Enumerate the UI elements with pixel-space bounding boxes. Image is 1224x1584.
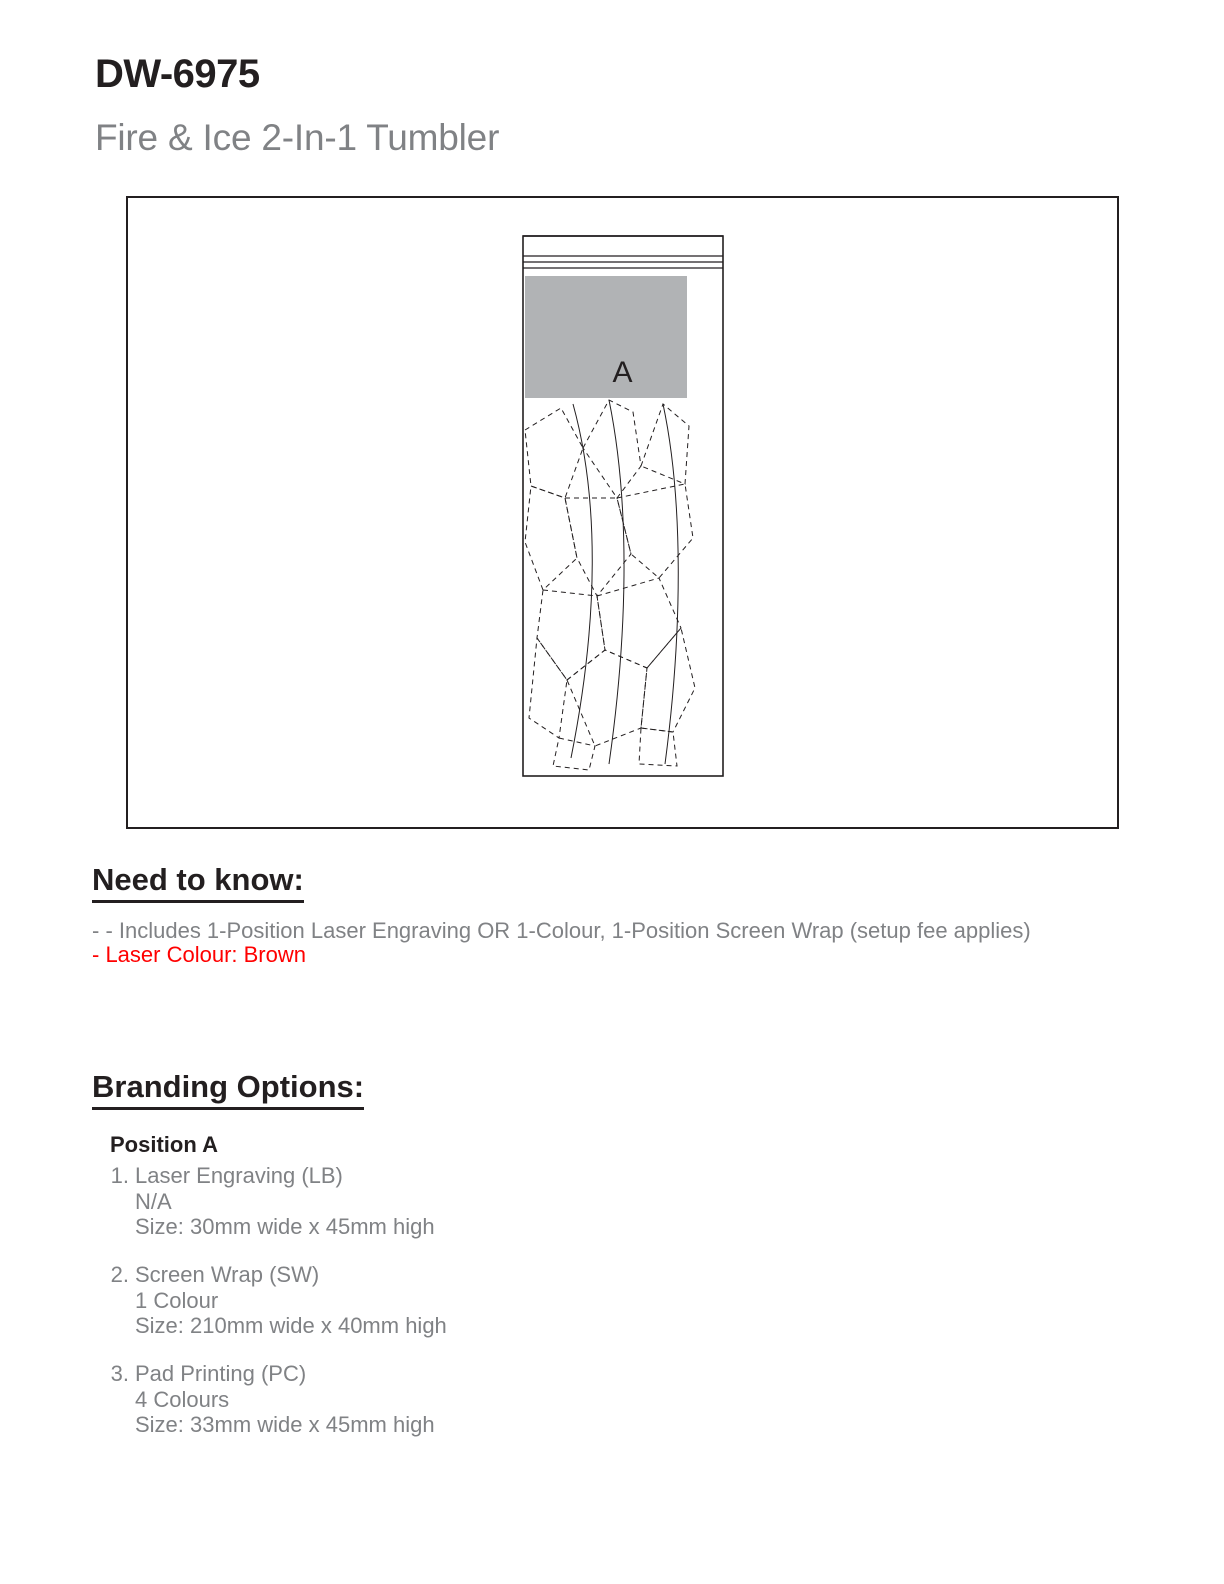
- branding-option: [103, 1361, 803, 1438]
- option-size: Size: 210mm wide x 40mm high: [135, 1313, 447, 1339]
- option-colours: 1 Colour: [135, 1287, 219, 1313]
- need-to-know-line-1: - - Includes 1-Position Laser Engraving OR 1-Colour, 1-Position Screen Wrap (setup fee applies): [92, 918, 1031, 943]
- need-to-know-line-2: - Laser Colour: Brown: [92, 942, 306, 967]
- product-image-frame: [126, 196, 1119, 829]
- need-to-know-heading: Need to know:: [92, 862, 304, 903]
- option-method: Pad Printing (PC): [135, 1361, 307, 1386]
- option-size: Size: 30mm wide x 45mm high: [135, 1214, 435, 1240]
- option-number: 2.: [110, 1262, 129, 1287]
- branding-position-letter: A: [612, 356, 633, 389]
- option-size: Size: 33mm wide x 45mm high: [135, 1412, 435, 1438]
- product-name: Fire & Ice 2-In-1 Tumbler: [95, 117, 500, 158]
- branding-option: [103, 1163, 803, 1240]
- branding-options-heading: Branding Options:: [92, 1069, 364, 1110]
- option-number: 1.: [110, 1163, 129, 1188]
- option-method: Screen Wrap (SW): [135, 1262, 320, 1287]
- option-colours: 4 Colours: [135, 1386, 230, 1412]
- option-method: Laser Engraving (LB): [135, 1163, 343, 1188]
- branding-option: [103, 1262, 803, 1339]
- option-number: 3.: [110, 1361, 129, 1386]
- option-colours: N/A: [135, 1188, 172, 1214]
- branding-position-title: Position A: [110, 1132, 218, 1157]
- tumbler-illustration: [513, 198, 733, 798]
- product-code: DW-6975: [95, 52, 260, 96]
